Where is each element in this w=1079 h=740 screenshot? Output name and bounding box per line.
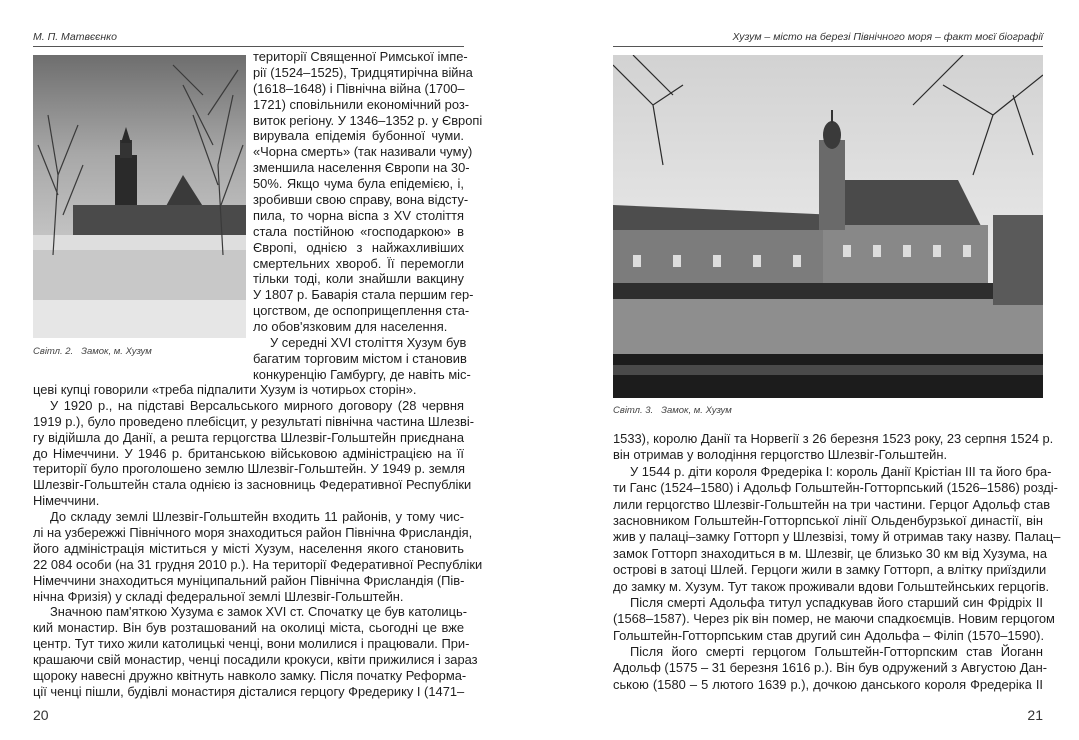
- page-number: 20: [33, 707, 49, 723]
- text-line: 1919 р.), було проведено плебісцит, у результаті північна частина Шлезві-: [33, 413, 474, 429]
- left-body-text: [33, 382, 483, 700]
- text-line: території Священної Римської імпе-: [253, 49, 468, 64]
- text-line: цеві купці говорили «треба підпалити Хузум із чотирьох сторін».: [33, 382, 417, 397]
- text-line: вирувала епідемія бубонної чуми.: [253, 128, 464, 144]
- castle-pond-photo: [613, 55, 1043, 398]
- text-line: У 1807 р. Баварія стала першим гер-: [253, 287, 474, 303]
- text-line: крашаючи свій монастир, ченці посадили крокуси, квіти прижилися і зараз: [33, 652, 478, 668]
- text-line: багатим торговим містом і становив: [253, 350, 467, 366]
- text-line: конкуренцію Гамбургу, де навіть міс-: [253, 366, 471, 382]
- text-line: 22 084 особи (на 31 грудня 2010 р.). На території Федеративної Республіки: [33, 556, 483, 572]
- text-line: лили герцогство Шлезвіг-Гольштейн на три частини. Герцог Адольф став: [613, 496, 1051, 512]
- text-line: ти Ганс (1524–1580) і Адольф Гольштейн-Готторпський (1526–1586) розді-: [613, 480, 1058, 496]
- text-line: засновником Гольштейн-Готторпської лінії Ольденбурзької династії, він: [613, 512, 1043, 528]
- text-line: У середні XVI століття Хузум був: [270, 335, 467, 351]
- text-line: щороку навесні дружно квітнуть навколо замку. Після початку Реформа-: [33, 668, 467, 684]
- text-line: Після смерті Адольфа титул успадкував його старший син Фрідріх II: [630, 594, 1043, 610]
- text-line: території було проголошено землю Шлезвіг-Гольштейн. У 1949 р. земля: [33, 461, 465, 477]
- figure-caption: Світл. 2. Замок, м. Хузум: [33, 346, 152, 357]
- text-line: ло обов'язковим для населення.: [253, 319, 448, 335]
- page-number: 21: [1027, 707, 1043, 723]
- text-line: рії (1524–1525), Тридцятирічна війна: [253, 64, 473, 80]
- text-line: він отримав у володіння герцогство Шлезвіг-Гольштейн.: [613, 447, 948, 463]
- text-line: 1533), королю Данії та Норвегії з 26 березня 1523 року, 23 серпня 1524 р.: [613, 431, 1054, 446]
- text-line: Адольф (1575 – 31 березня 1616 р.). Він був одружений з Августою Дан-: [613, 660, 1048, 676]
- text-line: Європі, однією з найжахливіших: [253, 239, 464, 255]
- text-line: лі на узбережжі Північного моря знаходиться район Північна Фрисландія,: [33, 525, 473, 541]
- text-line: центр. Тут тихо жили католицькі ченці, вони молилися і працювали. При-: [33, 636, 470, 652]
- text-line: У 1544 р. діти короля Фредеріка I: король Данії Крістіан III та його бра-: [630, 463, 1052, 479]
- text-line: його адміністрація міститься у місті Хузум, населення якого становить: [33, 540, 464, 556]
- text-line: кий монастир. Він був розташований на околиці міста, сьогодні це вже: [33, 620, 464, 636]
- text-line: До складу землі Шлезвіг-Гольштейн входить 11 районів, у тому чис-: [50, 509, 464, 525]
- text-line: гу відійшла до Данії, а решта герцогства Шлезвіг-Гольштейн приєднана: [33, 429, 464, 445]
- text-line: Значною пам'яткою Хузума є замок XVI ст. Спочатку це був католиць-: [50, 604, 467, 620]
- text-line: У 1920 р., на підставі Версальського мирного договору (28 червня: [50, 397, 464, 413]
- text-line: жив у палаці–замку Готторп у Шлезвізі, тому й отримав таку назву. Палац–: [613, 529, 1061, 545]
- text-line: Після його смерті герцогом Гольштейн-Готторпским став Йоганн: [630, 644, 1043, 660]
- text-line: до замку м. Хузум. Тут також проживали вдови Гольштейнських герцогів.: [613, 578, 1050, 594]
- text-line: «Чорна смерть» (так називали чуму): [253, 144, 473, 160]
- text-line: смертельних хвороб. Її перемогли: [253, 255, 464, 271]
- text-line: цогством, де оспоприщеплення ста-: [253, 303, 470, 319]
- text-line: стала постійною «господаркою» в: [253, 223, 464, 239]
- running-head-author: М. П. Матвєєнко: [33, 31, 117, 43]
- text-line: 1721) сповільнили економічний роз-: [253, 96, 470, 112]
- right-body-text: [613, 431, 1061, 693]
- text-line: пила, то чорна віспа з XV століття: [253, 207, 464, 223]
- text-line: (1568–1587). Через рік він помер, не маючи спадкоємців. Новим герцогом: [613, 611, 1055, 627]
- text-line: зробивши свою справу, вона відсту-: [253, 192, 469, 208]
- text-line: (1618–1648) і Північна війна (1700–: [253, 80, 465, 96]
- text-line: 50%. Якщо чума була епідемією, і,: [253, 176, 464, 192]
- text-line: Німеччини знаходиться муніципальний район Північна Фрисландія (Пів-: [33, 572, 465, 588]
- running-head-title: Хузум – місто на березі Північного моря – факт моєї біографії: [732, 31, 1043, 43]
- text-line: Німеччини.: [33, 493, 100, 509]
- text-line: до Німеччини. У 1946 р. британською військовою адміністрацією на її: [33, 445, 464, 461]
- text-line: Гольштейн-Готторпським став другий син Адольфа – Філіп (1570–1590).: [613, 627, 1045, 643]
- header-rule: [613, 46, 1043, 47]
- text-line: нічна Фризія) у складі федеральної землі Шлезвіг-Гольштейн.: [33, 588, 404, 604]
- text-line: зменшила населення Європи на 30-: [253, 160, 470, 176]
- text-line: тільки тоді, коли знайшли вакцину: [253, 271, 464, 287]
- text-line: острові в затоці Шлей. Герцоги жили в замку Готторп, а влітку приїздили: [613, 562, 1047, 578]
- castle-winter-photo: [33, 55, 246, 338]
- left-column-text: [253, 49, 483, 383]
- text-line: ції ченці пішли, будівлі монастиря дісталися герцогу Фредерику I (1471–: [33, 683, 465, 699]
- text-line: замок Готторп знаходиться в м. Шлезвіг, це близько 30 км від Хузума, на: [613, 545, 1048, 561]
- header-rule: [33, 46, 464, 47]
- figure-caption: Світл. 3. Замок, м. Хузум: [613, 405, 732, 416]
- text-line: виток регіону. У 1346–1352 р. у Європі: [253, 112, 483, 128]
- text-line: ською (1580 – 5 лютого 1639 р.), дочкою данського короля Фредеріка II: [613, 676, 1043, 692]
- text-line: Шлезвіг-Гольштейн стала однією із засновниць Федеративної Республіки: [33, 477, 472, 493]
